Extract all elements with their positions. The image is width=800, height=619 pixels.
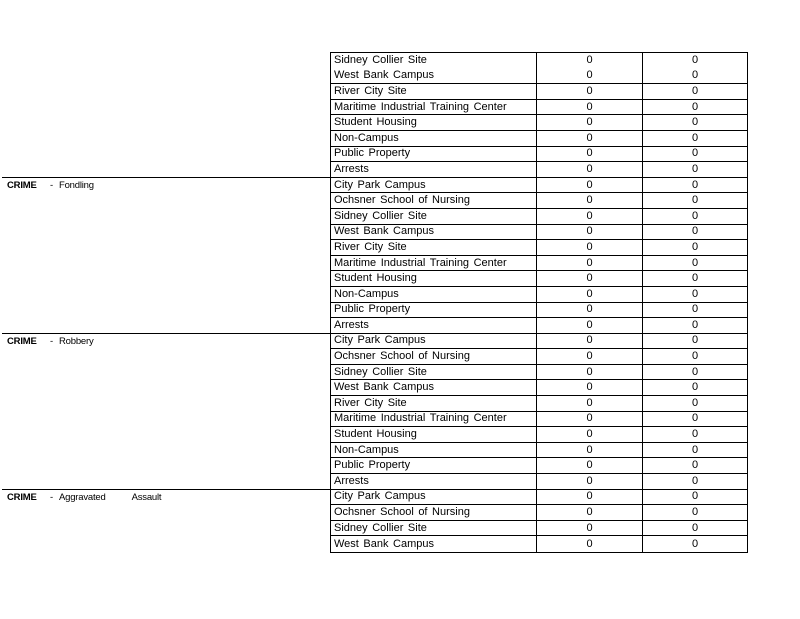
location-cell: Public Property — [331, 147, 537, 162]
value-cell: 0 — [691, 240, 699, 253]
value-cell: 0 — [537, 69, 643, 84]
value-cell: 0 — [537, 474, 643, 489]
location-cell: Maritime Industrial Training Center — [331, 412, 537, 427]
crime-table — [330, 52, 748, 553]
value-cell: 0 — [691, 178, 699, 191]
value-cell: 0 — [537, 287, 643, 302]
value-cell: 0 — [537, 84, 643, 99]
table-row — [331, 427, 747, 443]
location-cell: West Bank Campus — [331, 225, 537, 240]
value-cell: 0 — [691, 225, 699, 238]
location-cell: Student Housing — [331, 271, 537, 286]
table-row — [331, 69, 747, 85]
table-row — [331, 412, 747, 428]
location-cell: City Park Campus — [331, 178, 537, 193]
table-row — [331, 474, 747, 490]
value-cell: 0 — [691, 318, 699, 331]
crime-dash: - — [50, 335, 53, 347]
value-cell: 0 — [691, 490, 699, 503]
table-row — [331, 178, 747, 194]
section-label-crime-robbery — [7, 336, 94, 347]
table-row — [331, 271, 747, 287]
crime-type-label: Assault — [131, 491, 162, 503]
location-cell: Sidney Collier Site — [331, 53, 537, 69]
location-cell: City Park Campus — [331, 490, 537, 505]
value-cell: 0 — [537, 193, 643, 208]
value-cell: 0 — [691, 350, 699, 363]
section-divider-line — [2, 333, 330, 334]
value-cell: 0 — [537, 412, 643, 427]
crime-dash: - — [50, 491, 53, 503]
location-cell: Maritime Industrial Training Center — [331, 256, 537, 271]
value-cell: 0 — [537, 536, 643, 552]
value-cell: 0 — [691, 412, 699, 425]
crime-type-label: Fondling — [59, 179, 94, 191]
location-cell: Ochsner School of Nursing — [331, 349, 537, 364]
table-row — [331, 334, 747, 350]
value-cell: 0 — [537, 505, 643, 520]
table-row — [331, 458, 747, 474]
crime-prefix-label: CRIME — [7, 179, 37, 191]
value-cell: 0 — [537, 100, 643, 115]
location-cell: Non-Campus — [331, 443, 537, 458]
table-row — [331, 287, 747, 303]
section-label-crime-aggravated-assault — [7, 492, 161, 503]
value-cell: 0 — [691, 209, 699, 222]
location-cell: Sidney Collier Site — [331, 365, 537, 380]
table-row — [331, 240, 747, 256]
table-row — [331, 100, 747, 116]
location-cell: Ochsner School of Nursing — [331, 193, 537, 208]
location-cell: Arrests — [331, 474, 537, 489]
table-row — [331, 115, 747, 131]
location-cell: Student Housing — [331, 115, 537, 130]
value-cell: 0 — [691, 443, 699, 456]
value-cell: 0 — [691, 537, 699, 550]
value-cell: 0 — [691, 100, 699, 113]
value-cell: 0 — [691, 194, 699, 207]
location-cell: Sidney Collier Site — [331, 209, 537, 224]
value-cell: 0 — [537, 209, 643, 224]
crime-prefix-label: CRIME — [7, 335, 37, 347]
crime-dash: - — [50, 179, 53, 191]
value-cell: 0 — [691, 474, 699, 487]
location-cell: River City Site — [331, 84, 537, 99]
value-cell: 0 — [537, 162, 643, 177]
value-cell: 0 — [537, 334, 643, 349]
location-cell: Arrests — [331, 162, 537, 177]
table-row — [331, 303, 747, 319]
table-row — [331, 380, 747, 396]
value-cell: 0 — [691, 506, 699, 519]
value-cell: 0 — [537, 427, 643, 442]
location-cell: Student Housing — [331, 427, 537, 442]
location-cell: Arrests — [331, 318, 537, 333]
table-row — [331, 147, 747, 163]
location-cell: River City Site — [331, 396, 537, 411]
table-row — [331, 521, 747, 537]
value-cell: 0 — [691, 272, 699, 285]
table-row — [331, 505, 747, 521]
value-cell: 0 — [691, 396, 699, 409]
value-cell: 0 — [537, 380, 643, 395]
location-cell: Maritime Industrial Training Center — [331, 100, 537, 115]
table-row — [331, 193, 747, 209]
value-cell: 0 — [691, 365, 699, 378]
value-cell: 0 — [537, 490, 643, 505]
value-cell: 0 — [691, 147, 699, 160]
value-cell: 0 — [537, 521, 643, 536]
value-cell: 0 — [537, 349, 643, 364]
value-cell: 0 — [537, 240, 643, 255]
table-row — [331, 53, 747, 69]
value-cell: 0 — [537, 147, 643, 162]
value-cell: 0 — [537, 271, 643, 286]
table-row — [331, 536, 747, 552]
value-cell: 0 — [537, 303, 643, 318]
value-cell: 0 — [537, 365, 643, 380]
table-row — [331, 490, 747, 506]
crime-type-label: Aggravated — [59, 491, 106, 503]
table-row — [331, 349, 747, 365]
location-cell: Non-Campus — [331, 287, 537, 302]
value-cell: 0 — [691, 131, 699, 144]
value-cell: 0 — [537, 53, 643, 69]
value-cell: 0 — [537, 115, 643, 130]
location-cell: Sidney Collier Site — [331, 521, 537, 536]
table-row — [331, 443, 747, 459]
value-cell: 0 — [691, 162, 699, 175]
table-row — [331, 84, 747, 100]
location-cell: Public Property — [331, 303, 537, 318]
value-cell: 0 — [537, 318, 643, 333]
value-cell: 0 — [537, 396, 643, 411]
value-cell: 0 — [691, 381, 699, 394]
crime-prefix-label: CRIME — [7, 491, 37, 503]
table-row — [331, 318, 747, 334]
location-cell: West Bank Campus — [331, 536, 537, 552]
section-divider-line — [2, 177, 330, 178]
value-cell: 0 — [537, 256, 643, 271]
value-cell: 0 — [691, 54, 699, 67]
value-cell: 0 — [537, 443, 643, 458]
crime-type-label: Robbery — [59, 335, 94, 347]
table-row — [331, 131, 747, 147]
table-row — [331, 256, 747, 272]
section-label-crime-fondling — [7, 180, 94, 191]
value-cell: 0 — [537, 178, 643, 193]
value-cell: 0 — [691, 84, 699, 97]
table-row — [331, 162, 747, 178]
table-row — [331, 225, 747, 241]
location-cell: Non-Campus — [331, 131, 537, 146]
location-cell: Ochsner School of Nursing — [331, 505, 537, 520]
value-cell: 0 — [691, 303, 699, 316]
value-cell: 0 — [691, 334, 699, 347]
value-cell: 0 — [691, 287, 699, 300]
value-cell: 0 — [537, 225, 643, 240]
value-cell: 0 — [691, 256, 699, 269]
section-divider-line — [2, 489, 330, 490]
table-row — [331, 396, 747, 412]
value-cell: 0 — [691, 459, 699, 472]
location-cell: West Bank Campus — [331, 380, 537, 395]
value-cell: 0 — [537, 131, 643, 146]
value-cell: 0 — [537, 458, 643, 473]
value-cell: 0 — [691, 428, 699, 441]
value-cell: 0 — [691, 116, 699, 129]
table-row — [331, 209, 747, 225]
location-cell: West Bank Campus — [331, 69, 537, 84]
location-cell: River City Site — [331, 240, 537, 255]
value-cell: 0 — [691, 521, 699, 534]
location-cell: Public Property — [331, 458, 537, 473]
table-row — [331, 365, 747, 381]
value-cell: 0 — [691, 69, 699, 82]
location-cell: City Park Campus — [331, 334, 537, 349]
